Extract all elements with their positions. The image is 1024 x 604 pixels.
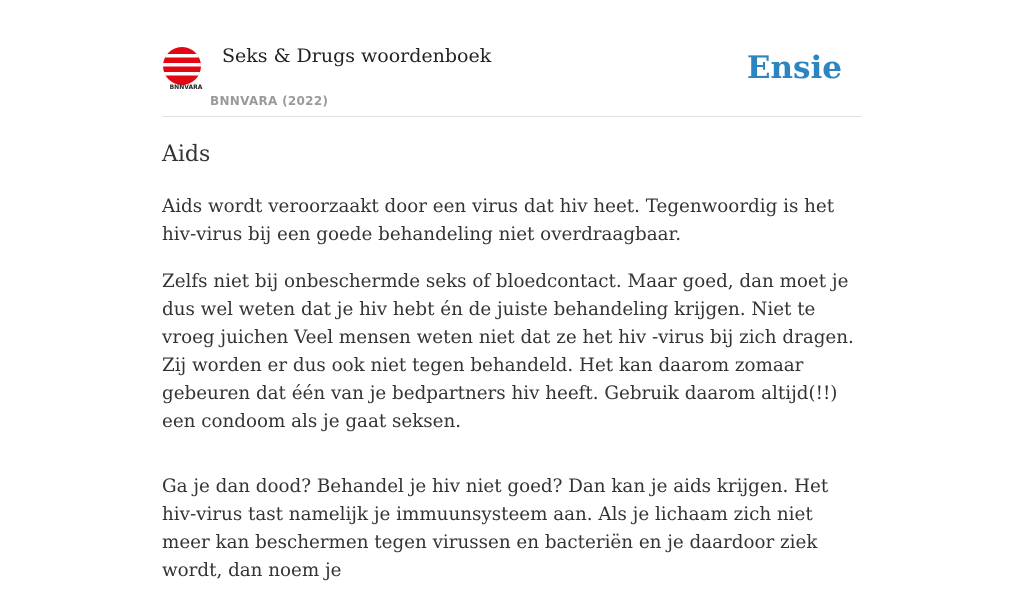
entry-paragraph: Ga je dan dood? Behandel je hiv niet goed? Dan kan je aids krijgen. Het hiv-virus tast namelijk je immuunsysteem aan. Als je lichaam zich niet meer kan beschermen tegen virussen en bacteriën en je daardoor ziek wordt, dan noem je <box>162 476 829 581</box>
logo-wordmark: BNNVARA <box>169 84 203 91</box>
ensie-brand-link[interactable]: Ensie <box>746 50 842 86</box>
entry-content <box>162 140 862 604</box>
bnnvara-logo[interactable] <box>162 46 202 90</box>
source-header <box>162 0 862 117</box>
source-title[interactable]: Seks & Drugs woordenboek <box>222 45 492 67</box>
entry-paragraph: Zelfs niet bij onbeschermde seks of bloedcontact. Maar goed, dan moet je dus wel weten dat je hiv hebt én de juiste behandeling krijgen. Niet te vroeg juichen Veel mensen weten niet dat ze het hiv -virus bij zich dragen. Zij worden er dus ook niet tegen behandeld. Het kan daarom zomaar gebeuren dat één van je bedpartners hiv heeft. Gebruik daarom altijd(!!) een condoom als je gaat seksen. <box>162 271 854 432</box>
entry-term: Aids <box>162 142 211 167</box>
publisher-label: BNNVARA (2022) <box>210 94 329 108</box>
entry-paragraph: Aids wordt veroorzaakt door een virus dat hiv heet. Tegenwoordig is het hiv-virus bij een goede behandeling niet overdraagbaar. <box>162 196 835 245</box>
